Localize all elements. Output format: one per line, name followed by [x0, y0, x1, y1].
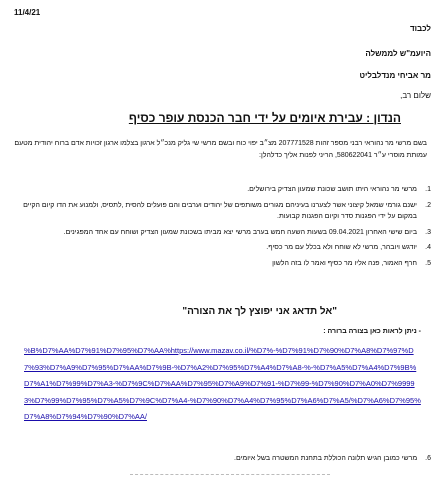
threat-quote: "אל תדאג אני יפוצץ לך את הצורה"	[182, 306, 337, 317]
list-item-text: ביום שישי האחרון 09.04.2021 בשעות השעה חמש בערב מרשי יצא מביתו בשכונת שמעון הצדיק ושוחח עם אחד המפגינים.	[63, 228, 417, 236]
recipient-line-3: מר אביחי מנדלבליט	[359, 71, 431, 80]
list-item	[18, 184, 431, 196]
list-item-text: מרשי מר נהוראי היתו תושב שכונת שמעון הצדיק בירושלים.	[247, 186, 417, 193]
list-item	[18, 200, 431, 223]
list-item	[234, 455, 431, 462]
evidence-link[interactable]: %B%D7%AA%D7%91%D7%95%D7%AA%https://www.mazav.co.il/%D7%-%D7%91%D7%90%D7%A8%D7%97%D7%93%D7%A9%D7%95%D7%AA%D7%9B-%D7%A2%D7%95%D7%A4%D7%A8-%-%D7%A5%D7%A4%D7%9B%D7%A1%D7%99%D7%A3-%D7%9C%D7%AA%D7%95%D7%A9%D7%91-%D7%99-%D7%90%D7%A0%D7%99993%D7%99%D7%95%D7%A5%D7%9C%D7%A4-%D7%90%D7%A4%D7%95%D7%A6%D7%A5/%D7%A6%D7%95%D7%A8%D7%94%D7%90%D7%AA/	[24, 346, 421, 421]
greeting: שלום רב,	[400, 91, 431, 100]
subject-heading: הנדון : עבירת איומים על ידי חבר הכנסת עופר כסיף	[128, 111, 401, 125]
recipient-line-2: היועמ"ש לממשלה	[365, 49, 431, 58]
list-item-number: 5.	[425, 259, 431, 267]
letter-date: 11/4/21	[14, 8, 41, 17]
intro-paragraph: בשם מרשי מר נהוראי רבני מספר זהות 207771528 מצ״ב יפוי כוח ובשם מרשי שי גליק מנכ״ל ארגון בצלמו ארגון זכויות אדם ברוח יהודית מטעם עמותת מוסרי ע״ר 580622041, הריני לפנות אליך כדלהלן:	[14, 140, 427, 159]
list-item-number: 2.	[425, 201, 431, 209]
numbered-list	[18, 184, 431, 273]
list-item	[18, 227, 431, 239]
list-item-number: 1.	[425, 186, 431, 193]
list-item-text: חרף האמור, פנה אליו מר כסיף ואמר לו בזה הלשון	[272, 259, 417, 267]
recipient-line-1: לכבוד	[409, 24, 431, 33]
list-item-text: מרשי כמובן הגיש תלונה הכוללת בתחנת המשטרה בשל איומים.	[234, 455, 418, 462]
link-label: - ניתן לראות כאן בצורה ברורה :	[323, 328, 421, 335]
list-item-number: 3.	[425, 228, 431, 236]
list-item	[18, 258, 431, 270]
list-item-number: 4.	[425, 244, 431, 251]
page-cutoff-divider	[130, 474, 330, 479]
list-item	[18, 242, 431, 254]
list-item-text: יודגש ויובהר, מרשי לא שוחח ולא בכלל עם מר כסיף.	[266, 244, 417, 251]
list-item-number: 6.	[425, 455, 431, 462]
list-item-text: ישנם גורמי שמאל קיצוני אשר לצערנו בעיניהם מגורים משותפים של יהודים וערבים והם פועלים להסית ,לתסיס, ולמנוע את הדו קיום הקיים במקום על ידי הפגנות סדר וקיום הפגנות קבועות.	[23, 201, 417, 220]
